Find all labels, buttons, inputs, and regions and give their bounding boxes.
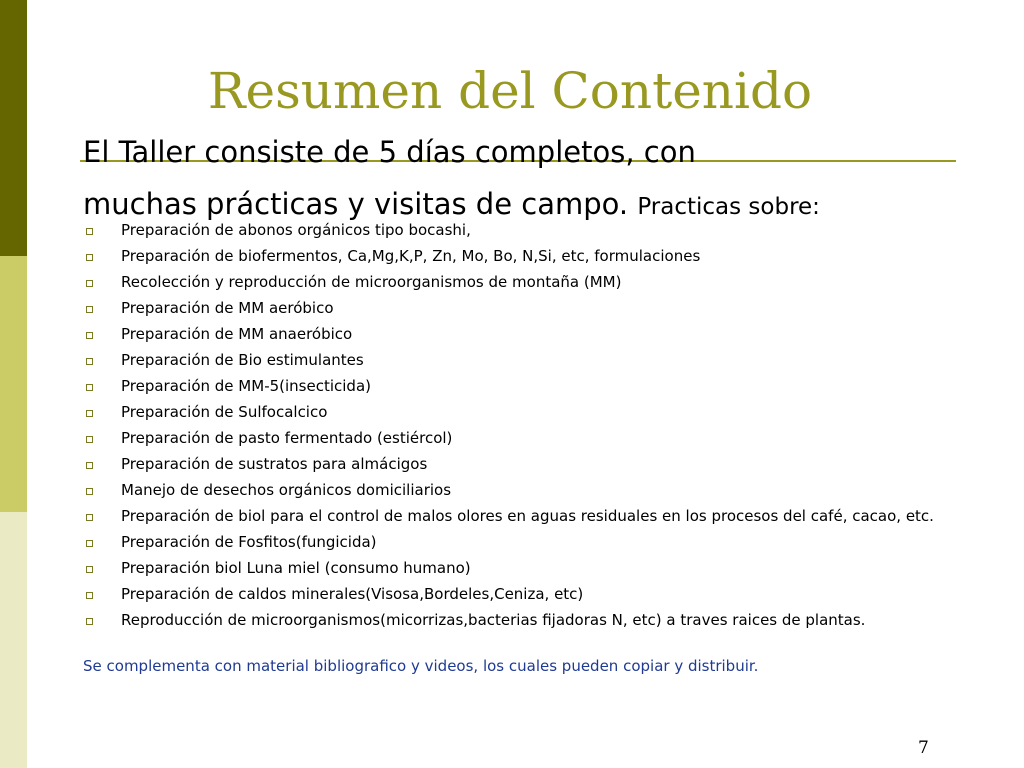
list-item: [80, 531, 980, 553]
list-item-text: Preparación de Fosfitos(fungicida): [121, 533, 377, 551]
list-item-text: Preparación biol Luna miel (consumo humano): [121, 559, 471, 577]
square-bullet-icon: [86, 332, 93, 339]
list-item-text: Preparación de pasto fermentado (estiércol): [121, 429, 453, 447]
list-item: [80, 349, 980, 371]
slide-title: Resumen del Contenido: [207, 62, 813, 120]
footer-note: Se complementa con material bibliografico y videos, los cuales pueden copiar y distribuir.: [83, 657, 759, 675]
square-bullet-icon: [86, 384, 93, 391]
list-item-text: Preparación de sustratos para almácigos: [121, 455, 428, 473]
list-item: [80, 271, 980, 293]
list-item-text: Preparación de Sulfocalcico: [121, 403, 328, 421]
list-item-text: Manejo de desechos orgánicos domiciliarios: [121, 481, 452, 499]
square-bullet-icon: [86, 462, 93, 469]
square-bullet-icon: [86, 358, 93, 365]
list-item: [80, 427, 980, 449]
list-item: [80, 505, 980, 527]
intro-text: [83, 126, 983, 233]
list-item: [80, 375, 980, 397]
square-bullet-icon: [86, 280, 93, 287]
list-item-text: Preparación de biofermentos, Ca,Mg,K,P, Zn, Mo, Bo, N,Si, etc, formulaciones: [121, 247, 701, 265]
list-item-text: Preparación de Bio estimulantes: [121, 351, 364, 369]
list-item: [80, 583, 980, 605]
square-bullet-icon: [86, 488, 93, 495]
list-item-text: Preparación de MM-5(insecticida): [121, 377, 371, 395]
list-item-text: Preparación de biol para el control de malos olores en aguas residuales en los procesos del café, cacao, etc.: [121, 507, 934, 525]
list-item-text: Preparación de abonos orgánicos tipo bocashi,: [121, 221, 471, 239]
square-bullet-icon: [86, 514, 93, 521]
list-item: [80, 557, 980, 579]
list-item-text: Preparación de caldos minerales(Visosa,Bordeles,Ceniza, etc): [121, 585, 584, 603]
square-bullet-icon: [86, 306, 93, 313]
intro-line-2-text: muchas prácticas y visitas de campo.: [83, 187, 629, 221]
list-item: [80, 609, 980, 631]
sidebar-band-light: [0, 256, 27, 512]
list-item: [80, 479, 980, 501]
list-item: [80, 245, 980, 267]
topic-list: [80, 219, 980, 635]
square-bullet-icon: [86, 566, 93, 573]
list-item: [80, 323, 980, 345]
square-bullet-icon: [86, 592, 93, 599]
list-item-text: Preparación de MM anaeróbico: [121, 325, 353, 343]
square-bullet-icon: [86, 254, 93, 261]
intro-subheading: Practicas sobre:: [637, 194, 820, 220]
list-item-text: Preparación de MM aeróbico: [121, 299, 334, 317]
list-item-text: Reproducción de microorganismos(micorrizas,bacterias fijadoras N, etc) a traves raices de plantas.: [121, 611, 866, 629]
sidebar-decoration: [0, 0, 27, 768]
list-item-text: Recolección y reproducción de microorganismos de montaña (MM): [121, 273, 622, 291]
square-bullet-icon: [86, 618, 93, 625]
square-bullet-icon: [86, 540, 93, 547]
list-item: [80, 401, 980, 423]
intro-line-1: El Taller consiste de 5 días completos, con: [83, 135, 696, 169]
square-bullet-icon: [86, 410, 93, 417]
list-item: [80, 297, 980, 319]
sidebar-band-dark: [0, 0, 27, 256]
square-bullet-icon: [86, 436, 93, 443]
list-item: [80, 219, 980, 241]
square-bullet-icon: [86, 228, 93, 235]
page-number: 7: [918, 738, 929, 758]
sidebar-band-pale: [0, 512, 27, 768]
list-item: [80, 453, 980, 475]
